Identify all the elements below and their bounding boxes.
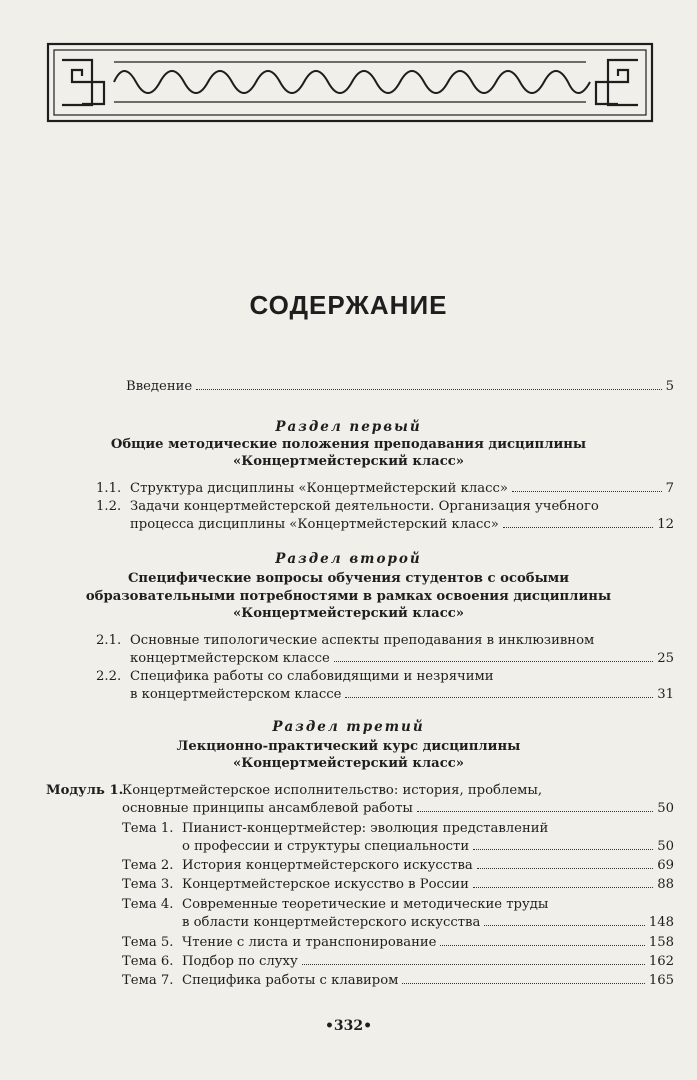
toc-entry-module-1-continued[interactable] (122, 800, 674, 818)
section-subtitle: «Концертмейстерский класс» (232, 454, 465, 469)
toc-entry-label: в области концертмейстерского искусства (182, 915, 481, 930)
toc-entry-label: История концертмейстерского искусства (182, 858, 473, 873)
toc-entry-label: Пианист-концертмейстер: эволюция представлений (182, 821, 549, 836)
page-number: •332• (324, 1018, 373, 1034)
toc-entry-topic-2[interactable] (122, 857, 674, 875)
toc-entry-label: Специфика работы с клавиром (182, 973, 399, 988)
dot-leader (512, 490, 662, 492)
toc-entry-2-1[interactable] (96, 632, 674, 650)
toc-entry-intro[interactable] (126, 378, 674, 396)
section-subtitle: образовательными потребностями в рамках освоения дисциплины (85, 589, 612, 604)
toc-entry-number: 1.2. (96, 499, 122, 514)
toc-page-number: 31 (657, 687, 674, 702)
toc-entry-label: Задачи концертмейстерской деятельности. Организация учебного (130, 499, 599, 514)
toc-entry-label: о профессии и структуры специальности (182, 839, 470, 854)
section-subtitle: Лекционно-практический курс дисциплины (176, 739, 521, 754)
toc-entry-label: Структура дисциплины «Концертмейстерский класс» (130, 481, 508, 496)
toc-page-number: 50 (657, 801, 674, 816)
toc-page-number: 88 (657, 877, 674, 892)
toc-entry-topic-1[interactable] (122, 820, 674, 838)
toc-entry-topic-3[interactable] (122, 876, 674, 894)
section-heading-2: Раздел второй (275, 551, 422, 567)
toc-entry-label: Современные теоретические и методические труды (182, 897, 549, 912)
toc-entry-label: Подбор по слуху (182, 954, 298, 969)
toc-entry-topic-5[interactable] (122, 934, 674, 952)
toc-module-label: Модуль 1. (46, 783, 124, 798)
section-subtitle: «Концертмейстерский класс» (232, 606, 465, 621)
dot-leader (417, 810, 653, 812)
dot-leader (473, 848, 653, 850)
section-heading-3: Раздел третий (272, 719, 425, 735)
toc-entry-1-2[interactable] (96, 498, 674, 516)
toc-entry-label: Введение (126, 379, 193, 394)
toc-entry-topic-6[interactable] (122, 953, 674, 971)
toc-entry-topic-4[interactable] (122, 896, 674, 914)
dot-leader (345, 696, 653, 698)
toc-page-number: 148 (648, 915, 674, 930)
dot-leader (440, 944, 644, 946)
dot-leader (477, 867, 653, 869)
toc-topic-label: Тема 5. (122, 935, 174, 950)
toc-entry-2-2-continued[interactable] (130, 686, 674, 704)
toc-entry-1-2-continued[interactable] (130, 516, 674, 534)
toc-topic-label: Тема 4. (122, 897, 174, 912)
page-title: СОДЕРЖАНИЕ (249, 290, 448, 320)
toc-entry-label: Чтение с листа и транспонирование (182, 935, 437, 950)
dot-leader (503, 526, 653, 528)
toc-page-number: 50 (657, 839, 674, 854)
section-heading-1: Раздел первый (275, 419, 422, 435)
toc-entry-1-1[interactable] (96, 480, 674, 498)
toc-page-number: 12 (657, 517, 674, 532)
toc-topic-label: Тема 6. (122, 954, 174, 969)
toc-entry-topic-7[interactable] (122, 972, 674, 990)
toc-entry-2-2[interactable] (96, 668, 674, 686)
toc-page-number: 5 (665, 379, 674, 394)
toc-entry-number: 2.1. (96, 633, 122, 648)
toc-entry-label: Специфика работы со слабовидящими и незрячими (130, 669, 494, 684)
section-subtitle: Специфические вопросы обучения студентов с особыми (127, 571, 570, 586)
toc-entry-number: 1.1. (96, 481, 122, 496)
toc-entry-topic-1-continued[interactable] (182, 838, 674, 856)
toc-page-number: 158 (648, 935, 674, 950)
toc-page-number: 162 (648, 954, 674, 969)
toc-page-number: 165 (648, 973, 674, 988)
toc-topic-label: Тема 3. (122, 877, 174, 892)
toc-page-number: 7 (665, 481, 674, 496)
toc-entry-label: Концертмейстерское исполнительство: история, проблемы, (122, 783, 543, 798)
section-subtitle: Общие методические положения преподавания дисциплины (110, 437, 587, 452)
toc-entry-2-1-continued[interactable] (130, 650, 674, 668)
dot-leader (473, 886, 653, 888)
toc-entry-topic-4-continued[interactable] (182, 914, 674, 932)
toc-topic-label: Тема 2. (122, 858, 174, 873)
toc-entry-module-1[interactable] (46, 782, 674, 800)
toc-page-number: 69 (657, 858, 674, 873)
toc-entry-label: Основные типологические аспекты преподавания в инклюзивном (130, 633, 595, 648)
toc-page-number: 25 (657, 651, 674, 666)
toc-entry-label: концертмейстерском классе (130, 651, 330, 666)
toc-topic-label: Тема 7. (122, 973, 174, 988)
toc-topic-label: Тема 1. (122, 821, 174, 836)
toc-entry-number: 2.2. (96, 669, 122, 684)
toc-entry-label: основные принципы ансамблевой работы (122, 801, 413, 816)
dot-leader (484, 924, 645, 926)
dot-leader (334, 660, 653, 662)
toc-entry-label: процесса дисциплины «Концертмейстерский класс» (130, 517, 499, 532)
section-subtitle: «Концертмейстерский класс» (232, 756, 465, 771)
dot-leader (402, 982, 644, 984)
toc-entry-label: в концертмейстерском классе (130, 687, 342, 702)
dot-leader (302, 963, 645, 965)
toc-entry-label: Концертмейстерское искусство в России (182, 877, 469, 892)
dot-leader (196, 388, 661, 390)
